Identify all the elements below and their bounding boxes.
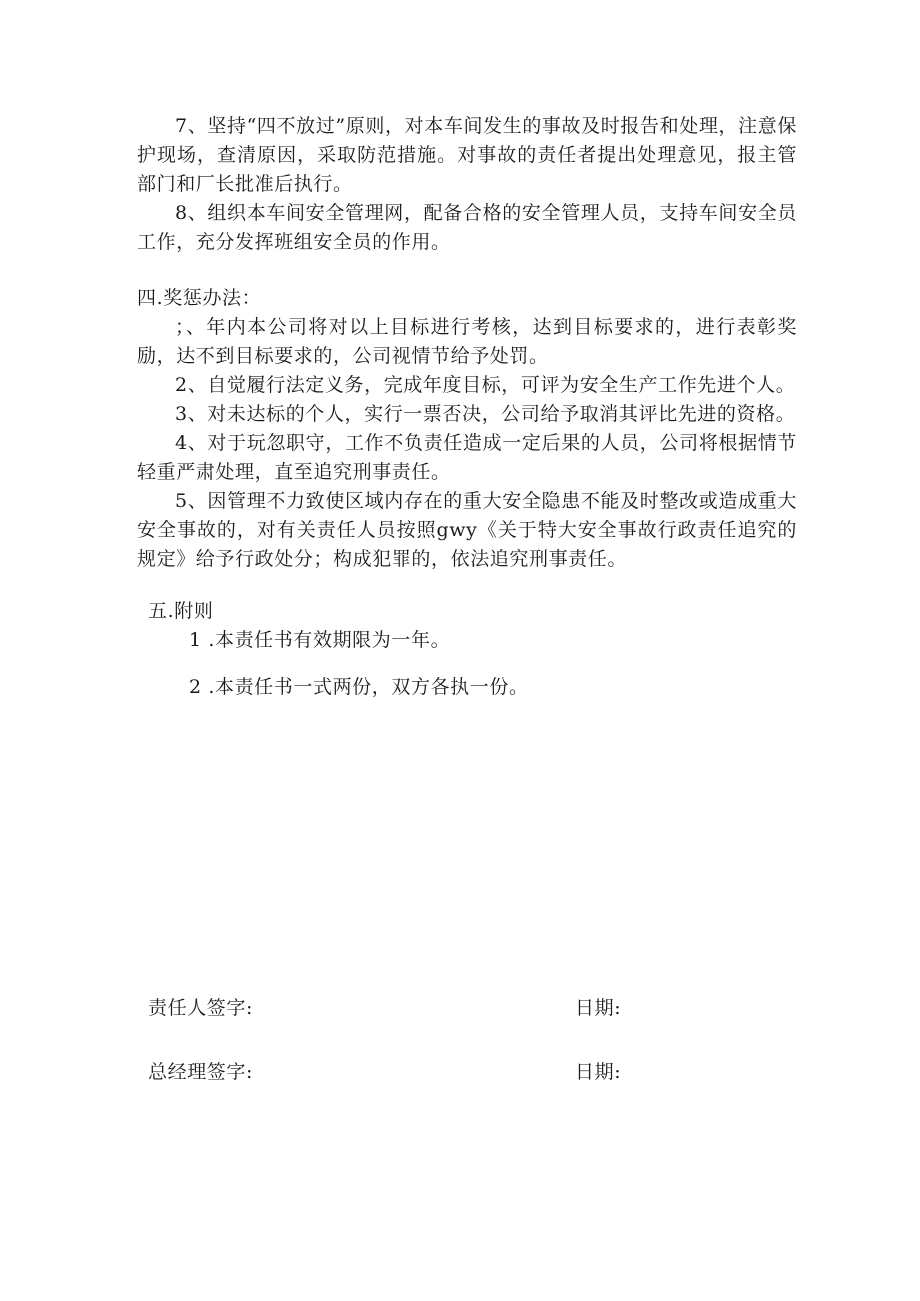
- responsible-signature-row: [148, 994, 648, 1023]
- manager-signature-row: [148, 1058, 648, 1087]
- appendix-item-1: 1 .本责任书有效期限为一年。: [189, 629, 451, 651]
- reward-item-4: 4、对于玩忽职守，工作不负责任造成一定后果的人员，公司将根据情节轻重严肃处理，直至追究刑事责任。: [137, 432, 797, 483]
- responsible-date-label: 日期:: [575, 997, 622, 1019]
- reward-item-5: 5、因管理不力致使区域内存在的重大安全隐患不能及时整改或造成重大安全事故的，对有关责任人员按照gwy《关于特大安全事故行政责任追究的规定》给予行政处分；构成犯罪的，依法追究刑事责任。: [137, 490, 797, 570]
- document-body: [137, 112, 797, 702]
- appendix-item-2: 2 .本责任书一式两份，双方各执一份。: [189, 676, 529, 698]
- reward-item-3: 3、对未达标的个人，实行一票否决，公司给予取消其评比先进的资格。: [175, 403, 796, 425]
- manager-date-label: 日期:: [575, 1061, 622, 1083]
- responsible-signature-label: 责任人签字:: [148, 997, 254, 1019]
- section-4-heading: 四.奖惩办法：: [137, 287, 262, 309]
- reward-item-2: 2、自觉履行法定义务，完成年度目标，可评为安全生产工作先进个人。: [175, 374, 796, 396]
- reward-item-1: ；、年内本公司将对以上目标进行考核，达到目标要求的，进行表彰奖励，达不到目标要求的，公司视情节给予处罚。: [137, 316, 797, 367]
- clause-7: 7、坚持“四不放过”原则，对本车间发生的事故及时报告和处理，注意保护现场，查清原因，采取防范措施。对事故的责任者提出处理意见，报主管部门和厂长批准后执行。: [137, 115, 797, 195]
- section-5-heading: 五.附则: [148, 600, 214, 622]
- clause-8: 8、组织本车间安全管理网，配备合格的安全管理人员，支持车间安全员工作，充分发挥班组安全员的作用。: [137, 202, 797, 253]
- manager-signature-label: 总经理签字:: [148, 1061, 254, 1083]
